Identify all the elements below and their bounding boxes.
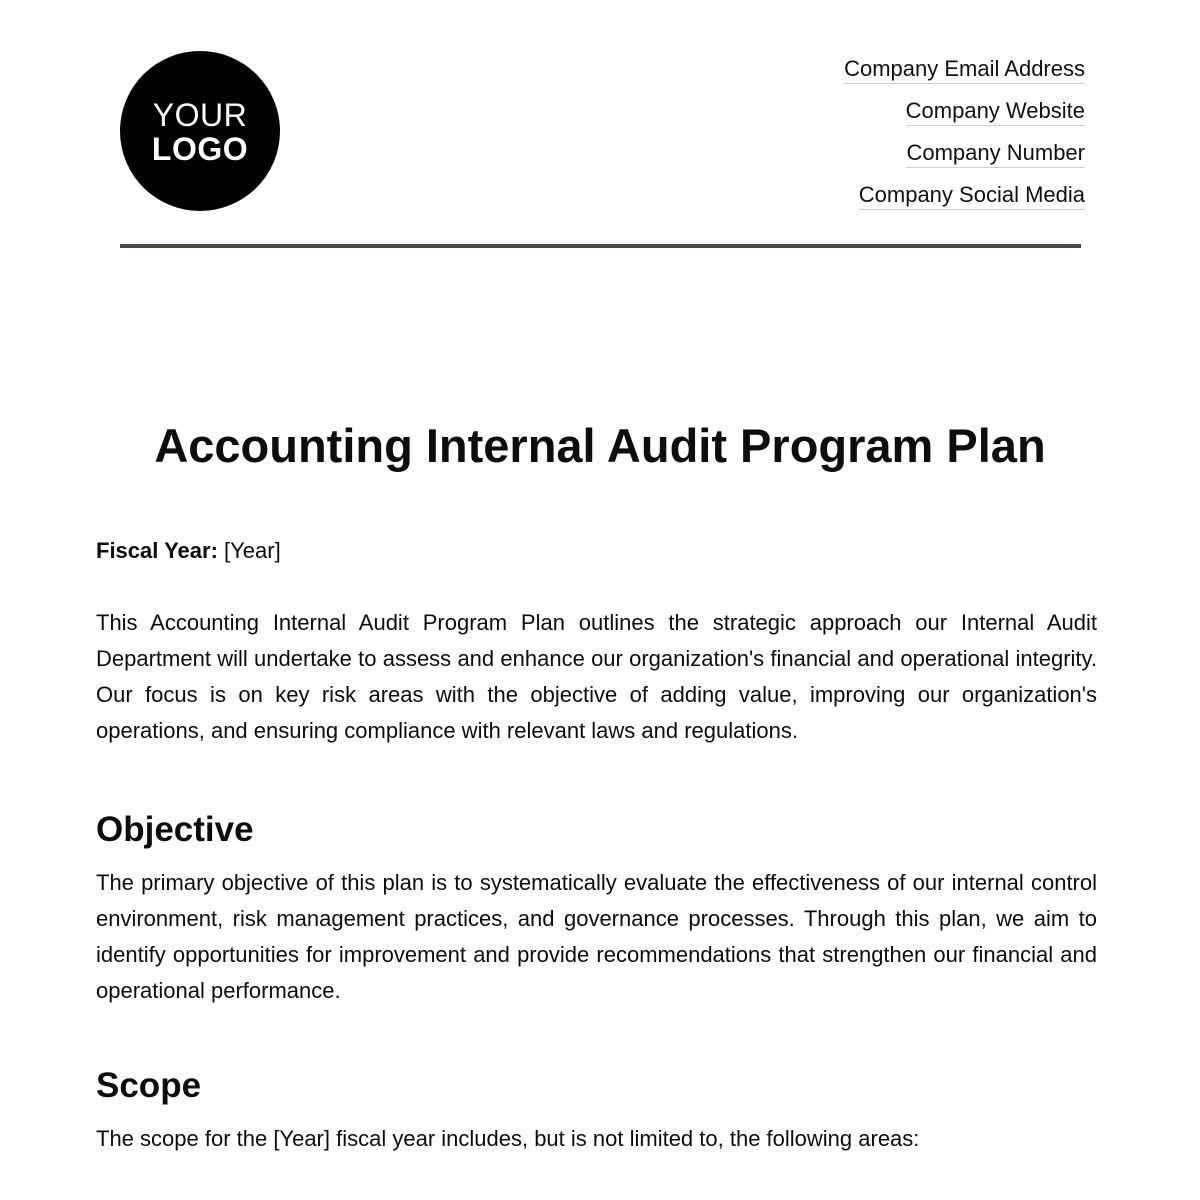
company-logo xyxy=(120,51,280,211)
company-number: Company Number xyxy=(844,140,1085,182)
logo-text-your: YOUR xyxy=(152,97,248,133)
document-body xyxy=(96,535,1097,1157)
objective-heading: Objective xyxy=(96,810,254,849)
scope-heading: Scope xyxy=(96,1066,202,1105)
header-divider xyxy=(120,244,1081,248)
fiscal-year-line xyxy=(96,535,1097,567)
fiscal-year-label: Fiscal Year: xyxy=(96,538,218,563)
company-social-media: Company Social Media xyxy=(844,182,1085,224)
logo-text-logo: LOGO xyxy=(151,131,249,167)
document-title: Accounting Internal Audit Program Plan xyxy=(154,419,1046,472)
intro-paragraph: This Accounting Internal Audit Program Plan outlines the strategic approach our Internal Audit Department will undertake to assess and enhance our organization's financial and operational integrity. Our focus is on key risk areas with the objective of adding value, improving our organization's operations, and ensuring compliance with relevant laws and regulations. xyxy=(96,610,1097,743)
company-contact-block xyxy=(844,56,1085,224)
scope-paragraph: The scope for the [Year] fiscal year includes, but is not limited to, the following areas: xyxy=(96,1126,920,1151)
fiscal-year-value: [Year] xyxy=(224,538,281,563)
company-website: Company Website xyxy=(844,98,1085,140)
objective-paragraph: The primary objective of this plan is to systematically evaluate the effectiveness of our internal control environment, risk management practices, and governance processes. Through this plan, we aim to identify opportunities for improvement and provide recommendations that strengthen our financial and operational performance. xyxy=(96,870,1097,1003)
company-email: Company Email Address xyxy=(844,56,1085,98)
